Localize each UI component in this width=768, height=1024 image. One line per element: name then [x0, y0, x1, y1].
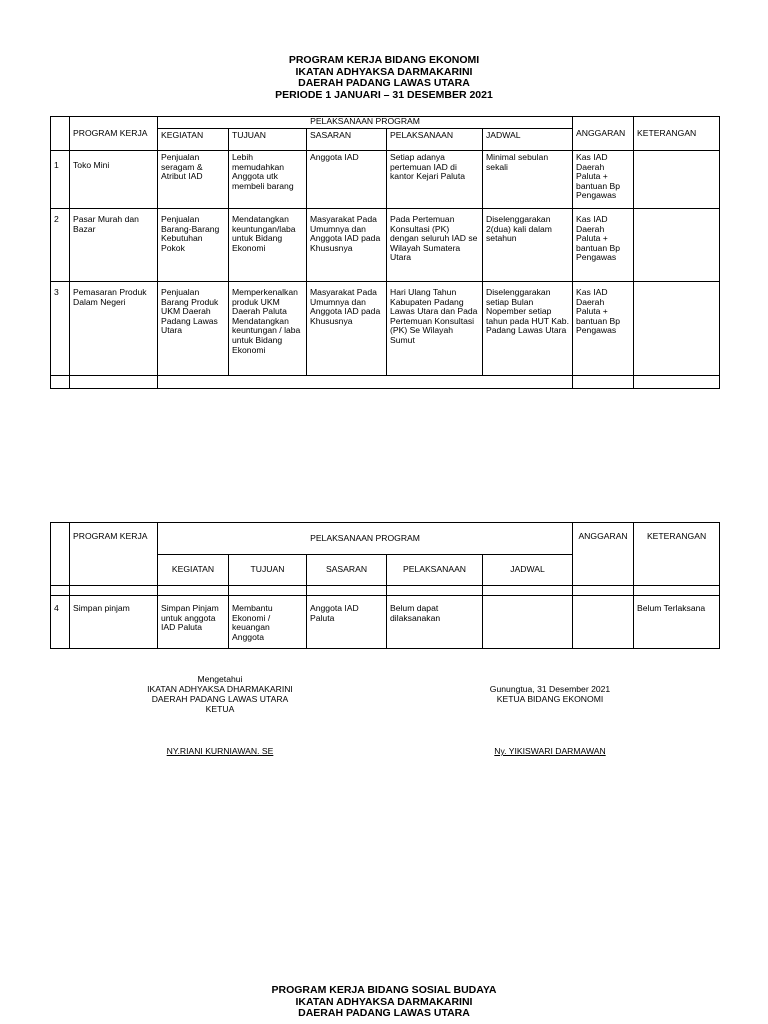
row-sasaran: Masyarakat Pada Umumnya dan Anggota IAD pada Khususnya: [307, 282, 387, 376]
empty-cell: [51, 586, 70, 596]
empty-cell: [387, 586, 483, 596]
row-keterangan: [634, 282, 720, 376]
header-program-kerja: PROGRAM KERJA: [70, 523, 158, 586]
row-tujuan: Mendatangkan keuntungan/laba untuk Bidang Ekonomi: [229, 209, 307, 282]
table-row: [51, 151, 720, 209]
header-pelaksanaan: PELAKSANAAN: [387, 555, 483, 586]
row-pelaksanaan: Hari Ulang Tahun Kabupaten Padang Lawas Utara dan Pada Pertemuan Konsultasi (PK) Se Wilayah Sumut: [387, 282, 483, 376]
row-sasaran: Masyarakat Pada Umumnya dan Anggota IAD pada Khususnya: [307, 209, 387, 282]
header-no: [51, 117, 70, 151]
header-anggaran: ANGGARAN: [573, 117, 634, 151]
header-keterangan: KETERANGAN: [634, 523, 720, 586]
header-kegiatan: KEGIATAN: [158, 129, 229, 151]
row-anggaran: Kas IAD Daerah Paluta + bantuan Bp Pengawas: [573, 209, 634, 282]
empty-cell: [573, 586, 634, 596]
row-pelaksanaan: Pada Pertemuan Konsultasi (PK) dengan seluruh IAD se Wilayah Sumatera Utara: [387, 209, 483, 282]
empty-cell: [307, 586, 387, 596]
row-anggaran: [573, 596, 634, 649]
title-line-1: PROGRAM KERJA BIDANG SOSIAL BUDAYA: [271, 984, 497, 996]
title-line-3: DAERAH PADANG LAWAS UTARA: [298, 1007, 470, 1019]
row-jadwal: Minimal sebulan sekali: [483, 151, 573, 209]
empty-cell: [70, 376, 158, 389]
signature-left-line3: DAERAH PADANG LAWAS UTARA: [151, 694, 289, 704]
signature-name-left: NY.RIANI KURNIAWAN. SE: [166, 746, 274, 756]
signature-right-line1: Gunungtua, 31 Desember 2021: [489, 684, 611, 694]
header-sasaran: SASARAN: [307, 555, 387, 586]
row-number: 4: [51, 596, 70, 649]
row-number: 2: [51, 209, 70, 282]
row-kegiatan: Penjualan Barang-Barang Kebutuhan Pokok: [158, 209, 229, 282]
row-program: Pasar Murah dan Bazar: [70, 209, 158, 282]
title-line-3: DAERAH PADANG LAWAS UTARA: [298, 77, 470, 89]
row-kegiatan: Penjualan Barang Produk UKM Daerah Padang Lawas Utara: [158, 282, 229, 376]
row-tujuan: Memperkenalkan produk UKM Daerah Paluta Mendatangkan keuntungan / laba untuk Bidang Ekonomi: [229, 282, 307, 376]
header-keterangan: KETERANGAN: [634, 117, 720, 151]
row-keterangan: Belum Terlaksana: [634, 596, 720, 649]
table-row: [51, 282, 720, 376]
signature-name-right: Ny. YIKISWARI DARMAWAN: [494, 746, 606, 756]
table-row-empty: [51, 376, 720, 389]
table-row-spacer: [51, 586, 720, 596]
signature-name-right-wrapper: [430, 746, 670, 756]
table-row: [51, 596, 720, 649]
title-line-1: PROGRAM KERJA BIDANG EKONOMI: [288, 54, 480, 66]
signature-left-line4: KETUA: [205, 704, 235, 714]
row-sasaran: Anggota IAD: [307, 151, 387, 209]
program-table-ekonomi-continued: [50, 522, 720, 649]
empty-cell: [634, 376, 720, 389]
signature-name-left-wrapper: [100, 746, 340, 756]
document-title-sosial-budaya: [0, 985, 768, 1020]
title-line-2: IKATAN ADHYAKSA DARMAKARINI: [295, 65, 473, 78]
row-pelaksanaan: Setiap adanya pertemuan IAD di kantor Kejari Paluta: [387, 151, 483, 209]
row-tujuan: Lebih memudahkan Anggota utk membeli barang: [229, 151, 307, 209]
header-no: [51, 523, 70, 586]
row-keterangan: [634, 209, 720, 282]
program-table-ekonomi: [50, 116, 720, 389]
header-pelaksanaan-program: PELAKSANAAN PROGRAM: [158, 523, 573, 555]
row-jadwal: [483, 596, 573, 649]
header-anggaran: ANGGARAN: [573, 523, 634, 586]
empty-cell: [634, 586, 720, 596]
row-number: 3: [51, 282, 70, 376]
row-program: Simpan pinjam: [70, 596, 158, 649]
header-tujuan: TUJUAN: [229, 129, 307, 151]
row-program: Toko Mini: [70, 151, 158, 209]
row-sasaran: Anggota IAD Paluta: [307, 596, 387, 649]
signature-left-line1: Mengetahui: [197, 674, 243, 684]
signature-left-line2: IKATAN ADHYAKSA DHARMAKARINI: [147, 684, 293, 694]
row-jadwal: Diselenggarakan 2(dua) kali dalam setahun: [483, 209, 573, 282]
row-anggaran: Kas IAD Daerah Paluta + bantuan Bp Pengawas: [573, 151, 634, 209]
table-row: [51, 209, 720, 282]
row-kegiatan: Penjualan seragam & Atribut IAD: [158, 151, 229, 209]
row-anggaran: Kas IAD Daerah Paluta + bantuan Bp Pengawas: [573, 282, 634, 376]
header-program-kerja: PROGRAM KERJA: [70, 117, 158, 151]
empty-cell: [51, 376, 70, 389]
empty-cell: [158, 586, 229, 596]
row-jadwal: Diselenggarakan setiap Bulan Nopember setiap tahun pada HUT Kab. Padang Lawas Utara: [483, 282, 573, 376]
row-program: Pemasaran Produk Dalam Negeri: [70, 282, 158, 376]
header-pelaksanaan-program: PELAKSANAAN PROGRAM: [158, 117, 573, 129]
header-kegiatan: KEGIATAN: [158, 555, 229, 586]
document-title-ekonomi: [0, 55, 768, 101]
empty-cell: [158, 376, 573, 389]
signature-block-right: [440, 684, 660, 704]
header-pelaksanaan: PELAKSANAAN: [387, 129, 483, 151]
row-pelaksanaan: Belum dapat dilaksanakan: [387, 596, 483, 649]
empty-cell: [229, 586, 307, 596]
header-tujuan: TUJUAN: [229, 555, 307, 586]
header-jadwal: JADWAL: [483, 129, 573, 151]
row-kegiatan: Simpan Pinjam untuk anggota IAD Paluta: [158, 596, 229, 649]
title-line-2: IKATAN ADHYAKSA DARMAKARINI: [295, 995, 473, 1008]
empty-cell: [573, 376, 634, 389]
header-sasaran: SASARAN: [307, 129, 387, 151]
row-number: 1: [51, 151, 70, 209]
signature-right-line2: KETUA BIDANG EKONOMI: [496, 694, 604, 704]
empty-cell: [70, 586, 158, 596]
header-jadwal: JADWAL: [483, 555, 573, 586]
row-tujuan: Membantu Ekonomi / keuangan Anggota: [229, 596, 307, 649]
row-keterangan: [634, 151, 720, 209]
signature-block-left: [100, 674, 340, 714]
empty-cell: [483, 586, 573, 596]
title-line-4: PERIODE 1 JANUARI – 31 DESEMBER 2021: [275, 88, 493, 101]
